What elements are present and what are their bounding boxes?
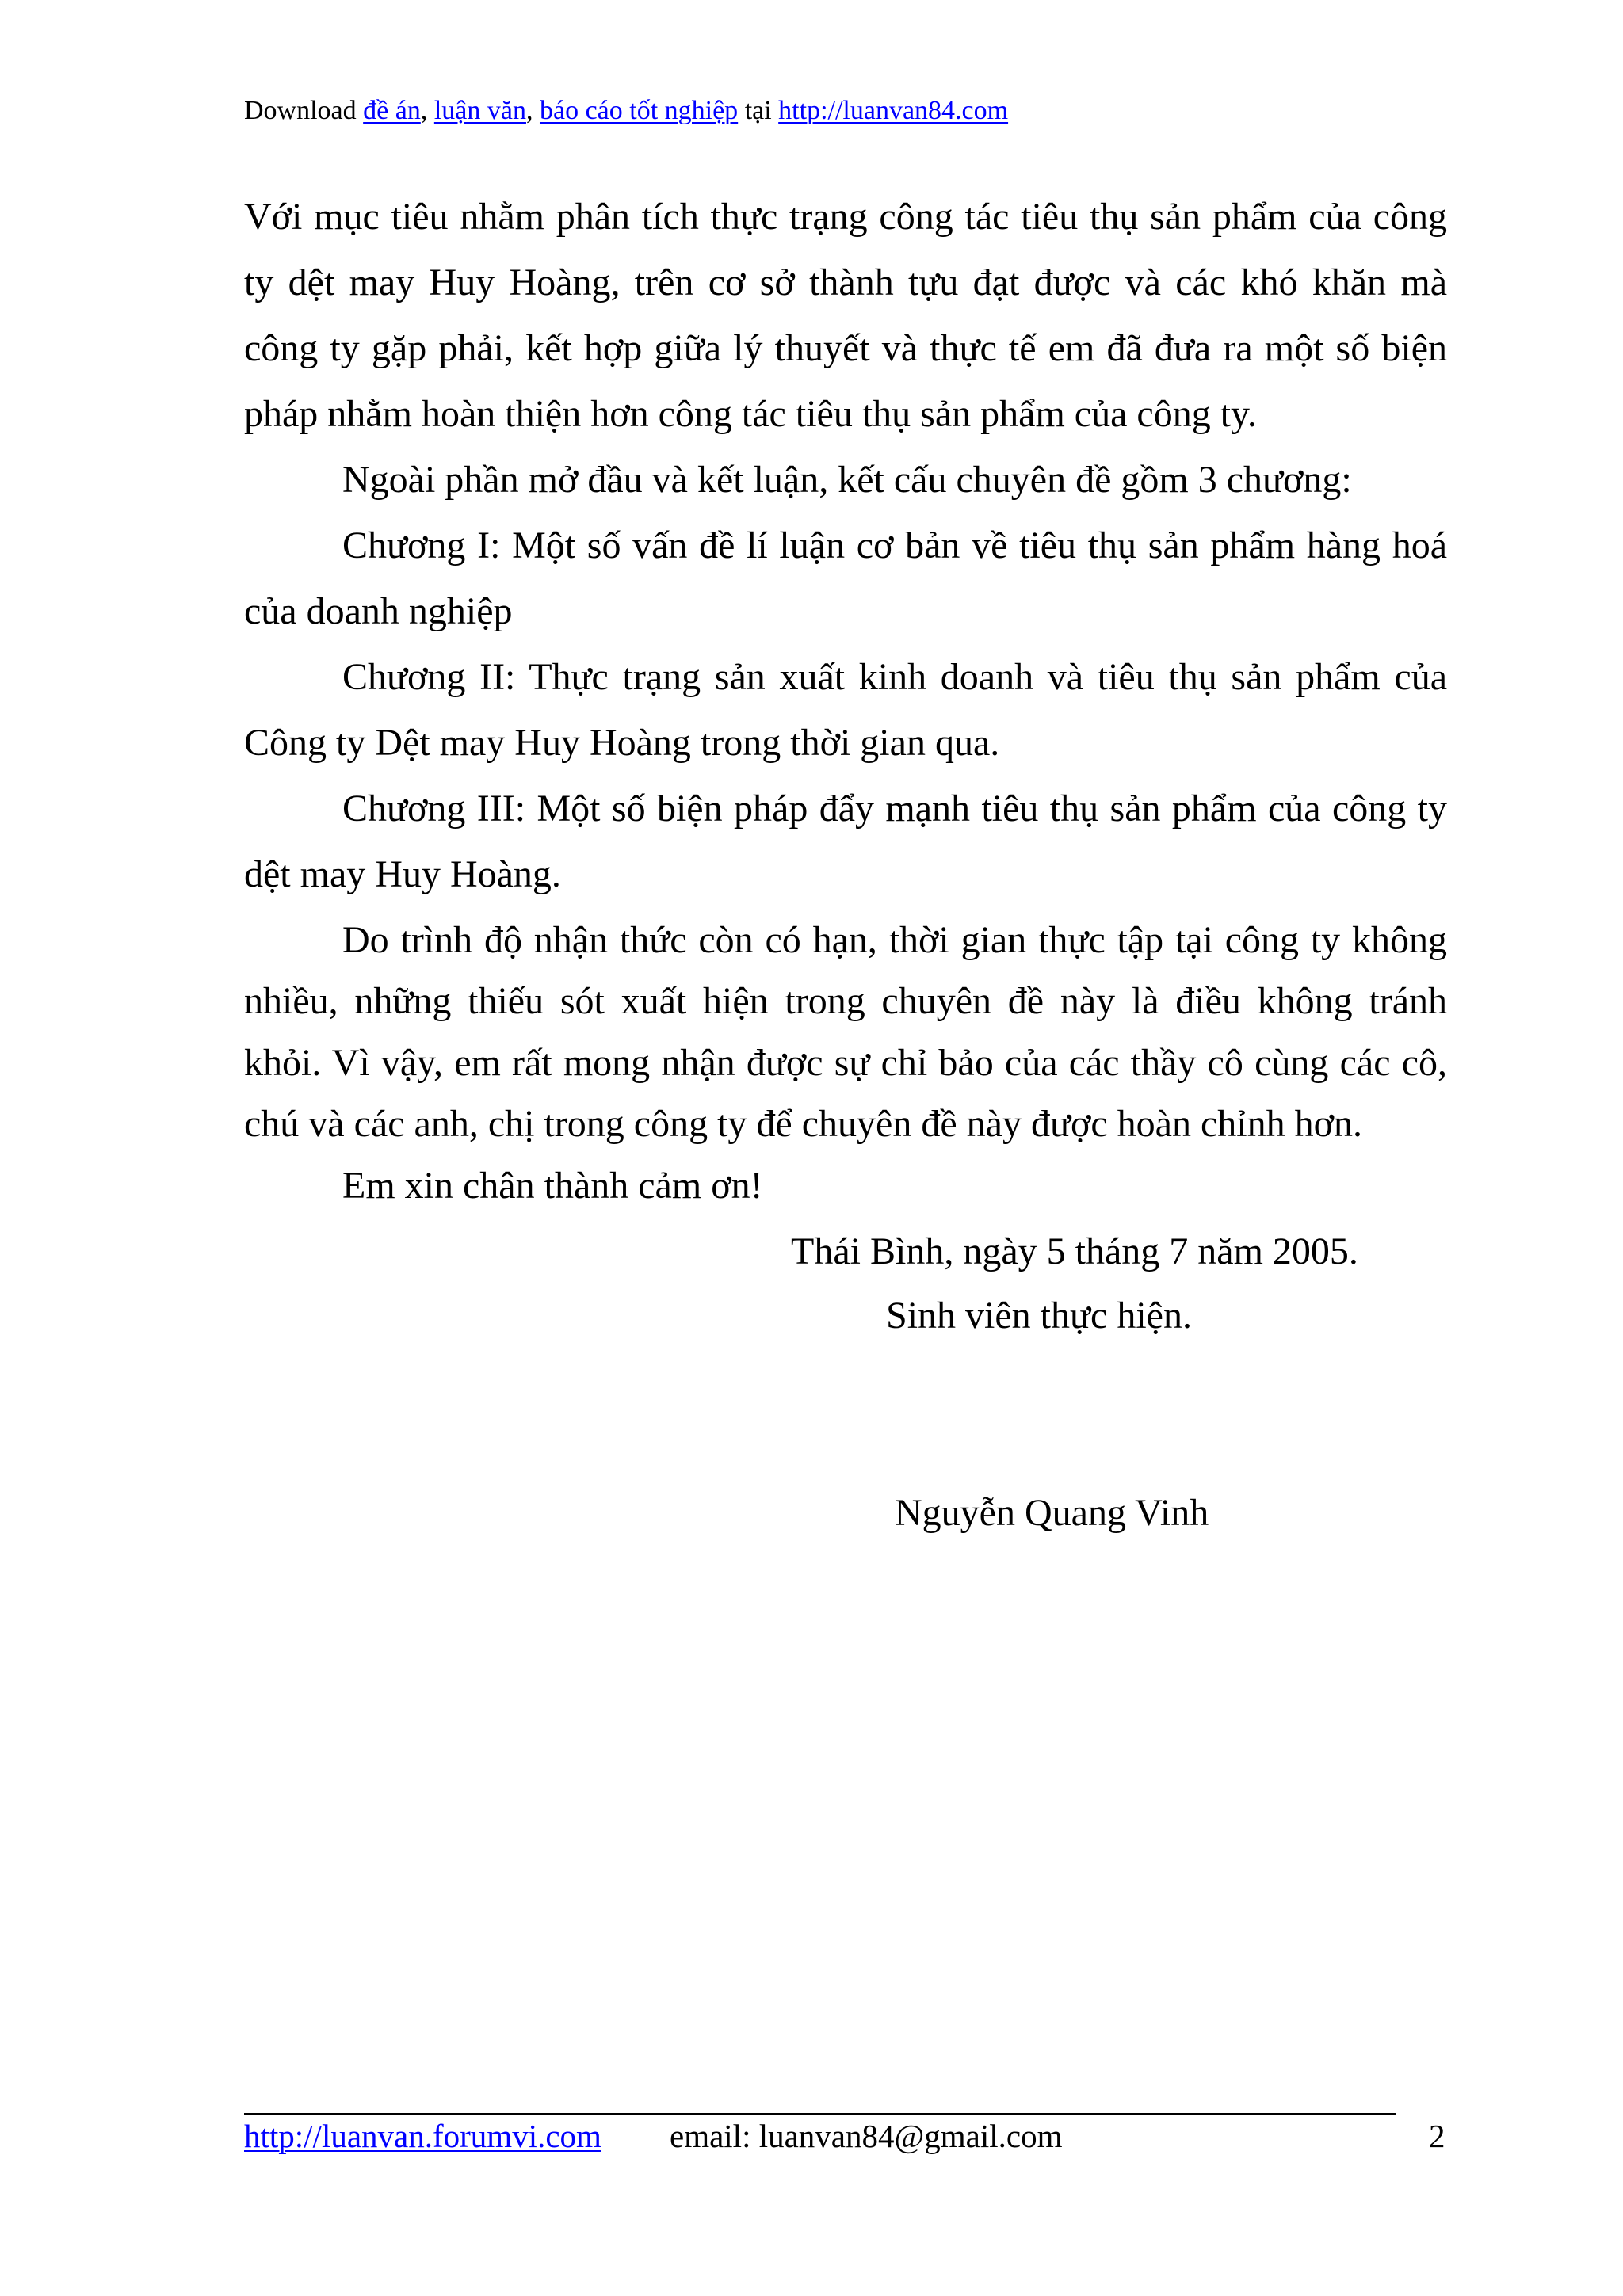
header-site-link[interactable]: http://luanvan84.com: [778, 96, 1009, 125]
body-line: Do trình độ nhận thức còn có hạn, thời gian thực tập tại công ty không: [342, 919, 1447, 961]
body-line: Em xin chân thành cảm ơn!: [342, 1165, 763, 1207]
body-line: Với mục tiêu nhằm phân tích thực trạng công tác tiêu thụ sản phẩm của công: [244, 196, 1447, 238]
body-line: Công ty Dệt may Huy Hoàng trong thời gian qua.: [244, 722, 1000, 764]
body-line: ty dệt may Huy Hoàng, trên cơ sở thành tựu đạt được và các khó khăn mà: [244, 261, 1447, 303]
body-line: Chương II: Thực trạng sản xuất kinh doanh và tiêu thụ sản phẩm của: [342, 656, 1447, 698]
footer-forum-link[interactable]: http://luanvan.forumvi.com: [244, 2118, 601, 2154]
header-connector-text: tại: [744, 96, 772, 125]
signature-name: Nguyễn Quang Vinh: [895, 1492, 1209, 1534]
body-line: Ngoài phần mở đầu và kết luận, kết cấu chuyên đề gồm 3 chương:: [342, 459, 1352, 501]
header-link-de-an[interactable]: đề án: [363, 96, 421, 125]
body-line: công ty gặp phải, kết hợp giữa lý thuyết và thực tế em đã đưa ra một số biện: [244, 327, 1447, 369]
body-line: chú và các anh, chị trong công ty để chuyên đề này được hoàn chỉnh hơn.: [244, 1103, 1362, 1145]
body-line: của doanh nghiệp: [244, 590, 513, 632]
page-number: 2: [1429, 2118, 1445, 2154]
signature-place-date: Thái Bình, ngày 5 tháng 7 năm 2005.: [791, 1230, 1358, 1272]
header-comma: ,: [525, 96, 533, 125]
body-line: Chương III: Một số biện pháp đẩy mạnh tiêu thụ sản phẩm của công ty: [342, 788, 1447, 830]
body-line: dệt may Huy Hoàng.: [244, 853, 561, 895]
header-link-luan-van[interactable]: luận văn: [433, 96, 526, 125]
page-header: [244, 93, 1008, 128]
header-download-text: Download: [244, 96, 357, 125]
signature-role: Sinh viên thực hiện.: [886, 1295, 1192, 1337]
body-line: nhiều, những thiếu sót xuất hiện trong chuyên đề này là điều không tránh: [244, 980, 1447, 1022]
body-line: pháp nhằm hoàn thiện hơn công tác tiêu thụ sản phẩm của công ty.: [244, 393, 1257, 435]
footer-divider: [244, 2113, 1396, 2115]
footer-email: email: luanvan84@gmail.com: [670, 2118, 1063, 2154]
header-comma: ,: [420, 96, 428, 125]
body-line: Chương I: Một số vấn đề lí luận cơ bản về tiêu thụ sản phẩm hàng hoá: [342, 524, 1447, 566]
body-line: khỏi. Vì vậy, em rất mong nhận được sự chỉ bảo của các thầy cô cùng các cô,: [244, 1042, 1447, 1084]
header-link-bao-cao-tot-nghiep[interactable]: báo cáo tốt nghiệp: [539, 96, 739, 125]
